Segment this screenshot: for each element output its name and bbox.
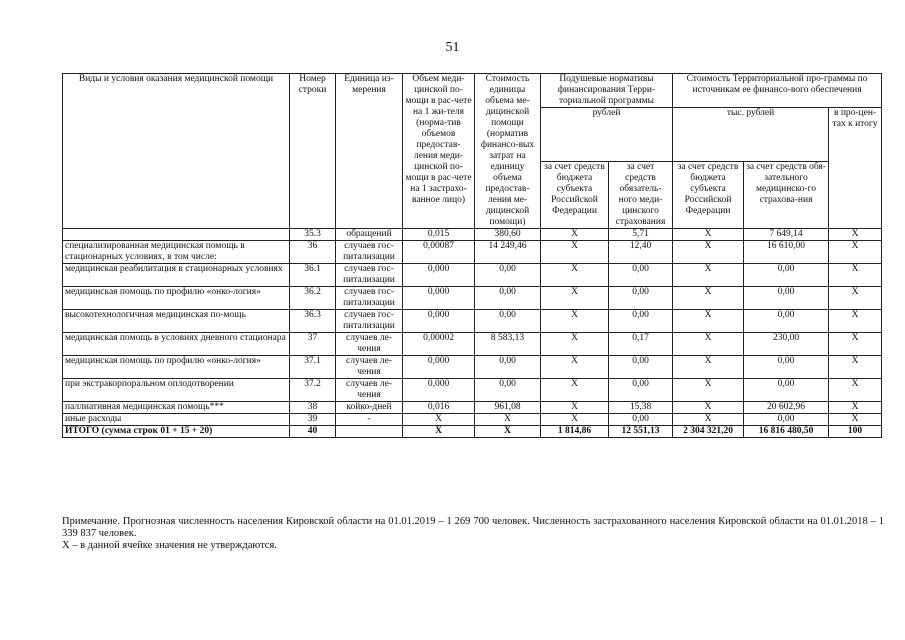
row-line-number: 37: [290, 333, 336, 356]
row-per-capita-oms: 0,00: [609, 414, 673, 426]
row-percent: X: [829, 229, 882, 241]
row-per-capita-budget: X: [541, 241, 609, 264]
row-per-capita-oms: 12 551,13: [609, 426, 673, 438]
row-unit: случаев гос-питализации: [336, 287, 403, 310]
row-line-number: 37.2: [290, 379, 336, 402]
table-row: [63, 287, 882, 310]
table-row: [63, 229, 882, 241]
row-cost-oms: 0,00: [744, 310, 829, 333]
row-line-number: 38: [290, 402, 336, 414]
row-percent: X: [829, 414, 882, 426]
row-unit-cost: 8 583,13: [475, 333, 541, 356]
row-line-number: 40: [290, 426, 336, 438]
row-per-capita-oms: 12,40: [609, 241, 673, 264]
row-line-number: 39: [290, 414, 336, 426]
table-row: [63, 356, 882, 379]
header-volume: Объем меди-цинской по-мощи в рас-чете на 1 жи-теля (норма-тив объемов предостав-ления меди-цинской по-мощи в рас-чете на 1 застрахо-ванное лицо): [403, 74, 475, 229]
header-cost-oms: за счет средств обя-зательного медицинско-го страхова-ния: [744, 162, 829, 229]
row-unit: койко-дней: [336, 402, 403, 414]
row-line-number: 36: [290, 241, 336, 264]
row-percent: X: [829, 402, 882, 414]
row-cost-oms: 20 602,96: [744, 402, 829, 414]
row-volume: X: [403, 414, 475, 426]
header-per-capita-oms: за счет средств обязатель-ного меди-цинского страхования: [609, 162, 673, 229]
row-unit: -: [336, 414, 403, 426]
row-cost-budget: X: [673, 402, 744, 414]
row-volume: 0,000: [403, 264, 475, 287]
row-volume: X: [403, 426, 475, 438]
row-per-capita-budget: X: [541, 414, 609, 426]
notes-block: [62, 516, 884, 552]
note-population: Примечание. Прогнозная численность населения Кировской области на 01.01.2019 – 1 269 700 человек. Численность застрахованного населения Кировской области на 01.01.2018 – 1 339 837 человек.: [62, 516, 884, 539]
row-unit-cost: X: [475, 414, 541, 426]
row-unit-cost: 0,00: [475, 356, 541, 379]
row-per-capita-oms: 0,00: [609, 356, 673, 379]
row-name: медицинская помощь по профилю «онко-логия»: [63, 356, 290, 379]
row-unit: случаев гос-питализации: [336, 264, 403, 287]
row-per-capita-budget: X: [541, 287, 609, 310]
row-per-capita-oms: 5,71: [609, 229, 673, 241]
row-cost-budget: X: [673, 264, 744, 287]
table-row: [63, 310, 882, 333]
table-header: [63, 74, 882, 229]
row-cost-oms: 0,00: [744, 356, 829, 379]
row-line-number: 35.3: [290, 229, 336, 241]
row-percent: X: [829, 241, 882, 264]
row-percent: X: [829, 287, 882, 310]
table-row: [63, 379, 882, 402]
row-per-capita-budget: 1 814,86: [541, 426, 609, 438]
row-cost-oms: 0,00: [744, 414, 829, 426]
row-unit-cost: 961,08: [475, 402, 541, 414]
table-row: [63, 402, 882, 414]
row-per-capita-budget: X: [541, 310, 609, 333]
row-per-capita-oms: 15,38: [609, 402, 673, 414]
row-cost-budget: X: [673, 414, 744, 426]
row-cost-oms: 230,00: [744, 333, 829, 356]
row-per-capita-oms: 0,00: [609, 310, 673, 333]
row-name: паллиативная медицинская помощь***: [63, 402, 290, 414]
header-program-cost-group: Стоимость Территориальной про-граммы по источникам ее финансо-вого обеспечения: [673, 74, 882, 108]
row-percent: X: [829, 356, 882, 379]
row-line-number: 36.2: [290, 287, 336, 310]
row-per-capita-oms: 0,00: [609, 379, 673, 402]
header-unit: Единица из-мерения: [336, 74, 403, 229]
row-volume: 0,000: [403, 310, 475, 333]
header-unit-rubles: рублей: [541, 108, 673, 162]
row-per-capita-budget: X: [541, 402, 609, 414]
row-name: медицинская помощь в условиях дневного стационара: [63, 333, 290, 356]
row-cost-budget: X: [673, 310, 744, 333]
table-row: [63, 333, 882, 356]
row-volume: 0,00087: [403, 241, 475, 264]
financing-table: [62, 73, 882, 438]
row-cost-oms: 7 649,14: [744, 229, 829, 241]
row-volume: 0,000: [403, 287, 475, 310]
note-x-legend: X – в данной ячейке значения не утверждаются.: [62, 540, 277, 551]
row-per-capita-budget: X: [541, 333, 609, 356]
row-volume: 0,000: [403, 356, 475, 379]
row-cost-oms: 0,00: [744, 379, 829, 402]
row-cost-oms: 16 610,00: [744, 241, 829, 264]
header-unit-thousand-rubles: тыс. рублей: [673, 108, 829, 162]
row-per-capita-budget: X: [541, 379, 609, 402]
row-name: [63, 229, 290, 241]
row-volume: 0,000: [403, 379, 475, 402]
row-cost-oms: 0,00: [744, 287, 829, 310]
row-percent: X: [829, 379, 882, 402]
header-line-number: Номер строки: [290, 74, 336, 229]
row-cost-budget: X: [673, 229, 744, 241]
row-cost-budget: X: [673, 379, 744, 402]
row-unit: случаев гос-питализации: [336, 241, 403, 264]
row-unit: случаев гос-питализации: [336, 310, 403, 333]
row-name: медицинская реабилитация в стационарных условиях: [63, 264, 290, 287]
row-unit-cost: 0,00: [475, 287, 541, 310]
row-unit-cost: 0,00: [475, 310, 541, 333]
page-number: 51: [445, 40, 460, 55]
table-row: [63, 241, 882, 264]
table-body: [63, 229, 882, 438]
row-name: при экстракорпоральном оплодотворении: [63, 379, 290, 402]
row-volume: 0,015: [403, 229, 475, 241]
row-unit: обращений: [336, 229, 403, 241]
header-percent: в про-цен-тах к итогу: [829, 108, 882, 229]
row-cost-oms: 0,00: [744, 264, 829, 287]
row-unit-cost: 0,00: [475, 379, 541, 402]
row-unit: случаев ле-чения: [336, 333, 403, 356]
row-name: медицинская помощь по профилю «онко-логия»: [63, 287, 290, 310]
row-unit: [336, 426, 403, 438]
header-cost-budget: за счет средств бюджета субъекта Российской Федерации: [673, 162, 744, 229]
row-percent: X: [829, 310, 882, 333]
row-unit-cost: 14 249,46: [475, 241, 541, 264]
table-row: [63, 264, 882, 287]
header-per-capita-budget: за счет средств бюджета субъекта Российской Федерации: [541, 162, 609, 229]
row-name: высокотехнологичная медицинская по-мощь: [63, 310, 290, 333]
row-name: иные расходы: [63, 414, 290, 426]
row-volume: 0,016: [403, 402, 475, 414]
row-per-capita-budget: X: [541, 356, 609, 379]
row-line-number: 36.3: [290, 310, 336, 333]
row-per-capita-budget: X: [541, 264, 609, 287]
row-line-number: 37.1: [290, 356, 336, 379]
row-name: специализированная медицинская помощь в стационарных условиях, в том числе:: [63, 241, 290, 264]
row-unit-cost: X: [475, 426, 541, 438]
row-line-number: 36.1: [290, 264, 336, 287]
row-per-capita-budget: X: [541, 229, 609, 241]
row-per-capita-oms: 0,00: [609, 287, 673, 310]
header-type: Виды и условия оказания медицинской помощи: [63, 74, 290, 229]
row-cost-budget: X: [673, 287, 744, 310]
row-per-capita-oms: 0,00: [609, 264, 673, 287]
row-per-capita-oms: 0,17: [609, 333, 673, 356]
table-total-row: [63, 426, 882, 438]
row-cost-budget: X: [673, 356, 744, 379]
row-cost-budget: X: [673, 241, 744, 264]
row-unit-cost: 380,60: [475, 229, 541, 241]
header-unit-cost: Стоимость единицы объема ме-дицинской помощи (норматив финансо-вых затрат на единицу объема предостав-ления ме-дицинской помощи): [475, 74, 541, 229]
header-per-capita-group: Подушевые нормативы финансирования Терри-ториальной программы: [541, 74, 673, 108]
row-cost-oms: 16 816 480,50: [744, 426, 829, 438]
row-cost-budget: 2 304 321,20: [673, 426, 744, 438]
row-name: ИТОГО (сумма строк 01 + 15 + 20): [63, 426, 290, 438]
row-unit: случаев ле-чения: [336, 356, 403, 379]
row-volume: 0,00002: [403, 333, 475, 356]
table-row: [63, 414, 882, 426]
row-unit-cost: 0,00: [475, 264, 541, 287]
row-percent: X: [829, 333, 882, 356]
row-percent: 100: [829, 426, 882, 438]
row-percent: X: [829, 264, 882, 287]
row-cost-budget: X: [673, 333, 744, 356]
row-unit: случаев ле-чения: [336, 379, 403, 402]
